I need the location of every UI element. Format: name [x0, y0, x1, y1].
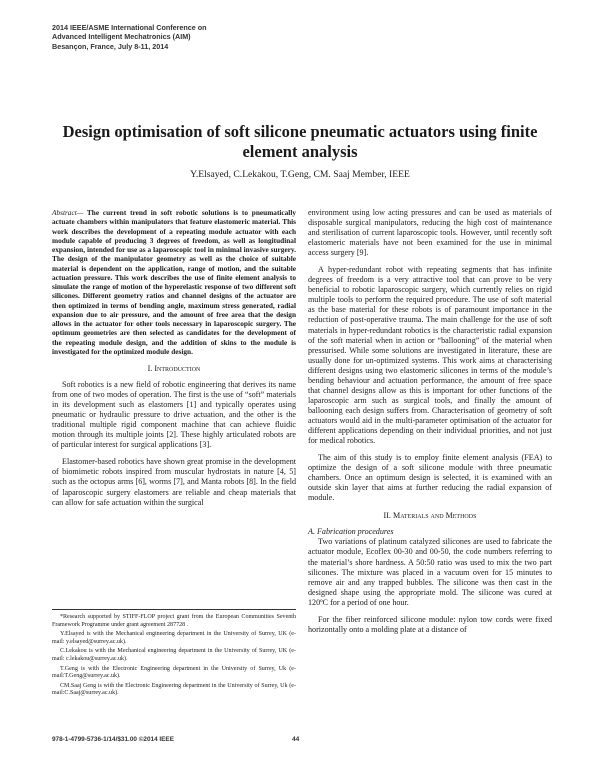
author-list: Y.Elsayed, C.Lekakou, T.Geng, CM. Saaj Member, IEEE — [190, 169, 410, 180]
section-1-heading — [52, 364, 296, 374]
paper-title: Design optimisation of soft silicone pneumatic actuators using finite element analysis — [62, 122, 538, 161]
methods-paragraph-1: Two variations of platinum catalyzed silicones are used to fabricate the actuator module, Ecoflex 00-30 and 00-50, the code numbers referring to the material’s shore hardness. A 50:50 ratio was used to mix the two part silicones. The mixture was placed in a vacuum oven for 15 minutes to remove air and any trapped bubbles. The silicone was then cast in the designed shape using the appropriate mold. The silicone was cured at 120ºC for a period of one hour. — [308, 537, 552, 607]
footnote-author-1: Y.Elsayed is with the Mechanical engineering department in the University of Surrey, UK (e-mail: y.elsayed@surrey.ac.uk). — [52, 631, 296, 645]
abstract-text: The current trend in soft robotic solutions is to pneumatically actuate chambers within manipulators that feature elastomeric material. This work describes the development of a repeating module actuator with each module capable of producing 3 degrees of freedom, as well as longitudinal expansion, intended for use as a laparoscopic tool in minimal invasive surgery. The design of the manipulator geometry as well as the choice of suitable material is dependent on the application, range of motion, and the suitable actuation pressure. This work describes the use of finite element analysis to simulate the range of motion of the hyperelastic response of two different soft silicones. Different geometry ratios and channel designs of the actuator are then optimized in terms of bending angle, maximum stress generated, radial expansion due to air pressure, and the amount of free area that the design allows in the actuator for other tools necessary in laparoscopic surgery. The optimum geometries are then selected as candidates for the development of the repeating module design, and the addition of skins to the module is investigated for the optimized module design. — [52, 208, 296, 356]
intro-paragraph-4: The aim of this study is to employ finite element analysis (FEA) to optimize the design of a soft silicone module with three pneumatic chambers. Once an optimum design is selected, it is examined with an outside skin layer that aims at further reducing the radial expansion of module. — [308, 453, 552, 503]
footnotes — [52, 609, 296, 700]
subsection-a-heading: A. Fabrication procedures — [308, 527, 394, 537]
footnote-author-2: C.Lekakou is with the Mechanical engineering department in the University of Surrey, UK (e-mail: c.lekakou@surrey.ac.uk). — [52, 648, 296, 662]
section-1-title: Introduction — [154, 364, 201, 373]
section-1-number: I. — [147, 364, 153, 373]
methods-paragraph-2: For the fiber reinforced silicone module: nylon tow cords were fixed horizontally onto a molding plate at a distance of — [308, 614, 552, 634]
isbn-line: 978-1-4799-5736-1/14/$31.00 ©2014 IEEE — [52, 736, 174, 743]
right-column — [308, 208, 552, 635]
conference-line-1: 2014 IEEE/ASME International Conference on — [52, 23, 207, 32]
abstract-label: Abstract— — [52, 208, 84, 217]
left-column — [52, 208, 296, 508]
page-number: 44 — [292, 736, 300, 743]
conference-line-3: Besançon, France, July 8-11, 2014 — [52, 41, 169, 51]
section-2-title: Materials and Methods — [393, 511, 477, 521]
intro-paragraph-2: Elastomer-based robotics have shown great promise in the development of biomimetic robots inspired from muscular hydrostats in nature [4, 5] such as the octopus arms [6], worms [7], and Manta robots [8]. In the field of laparoscopic surgery elastomers are reliable and cheap materials that can allow for safe actuation within the surgical — [52, 457, 296, 507]
intro-paragraph-2-continued: environment using low acting pressures and can be used as materials of disposable surgical manipulators, reducing the high cost of maintenance and sterilisation of current laparoscopic tools. However, until recently soft elastomeric materials have not been examined for the use in minimal access surgery [9]. — [308, 208, 552, 258]
footnote-funding: *Research supported by STIFF-FLOP project grant from the European Communities Seventh Framework Programme under grant agreement 287728 . — [52, 614, 296, 628]
intro-paragraph-3: A hyper-redundant robot with repeating segments that has infinite degrees of freedom is a very attractive tool that can prove to be very beneficial to robotic laparoscopic surgery, which currently relies on rigid multiple tools to perform the required procedure. The use of soft material as the base material for these robots is of paramount importance in the reduction of post-operative trauma. The main challenge for the use of soft materials in hyper-redundant robotics is the characteristic radial expansion of the soft material when in action or “ballooning” of the material when pressurised. While some solutions are investigated in literature, these are usually done for un-optimized systems. This work aims at characterising different designs using two elastomeric silicones in terms of the module’s bending behaviour and actuation performance, the amount of free space that channel designs allow as this is important for other functions of the laparoscopic arm such as surgical tools, and finally the amount of ballooning each design suffers from. Characterisation of geometry of soft actuators would aid in the multi-parameter optimisation of the actuator for different applications depending on their individual priorities, and not just for medical robotics. — [308, 265, 552, 446]
intro-paragraph-1: Soft robotics is a new field of robotic engineering that derives its name from one of two modes of operation. The first is the use of “soft” materials in its development such as elastomers [1] and typically operates using pneumatic or hydraulic pressure to drive actuation, and the other is the traditional multiple rigid component machine that can achieve fluidic motion through its multiple joints [2]. These highly articulated robots are of particular interest for surgical applications [3]. — [52, 380, 296, 450]
abstract — [52, 208, 296, 356]
conference-header — [52, 23, 312, 51]
footnote-author-3: T.Geng is with the Electronic Engineering department in the University of Surrey, Uk (e-mail:T.Geng@surrey.ac.uk). — [52, 665, 296, 680]
section-2-heading — [308, 511, 552, 521]
section-2-number: II. — [383, 511, 391, 521]
conference-line-2: Advanced Intelligent Mechatronics (AIM) — [52, 32, 191, 42]
footnote-author-4: CM.Saaj Geng is with the Electronic Engineering department in the University of Surrey, Uk (e-mail:C.Saaj@surrey.ac.uk). — [52, 682, 296, 697]
